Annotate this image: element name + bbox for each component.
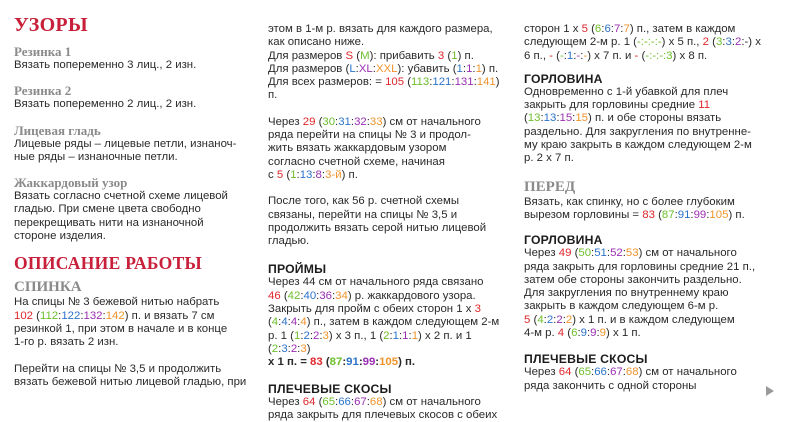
rib1-title: Резинка 1 (14, 44, 72, 59)
text-line: затем обе стороны закончить раздельно. (524, 273, 742, 286)
text-line: му краю закрыть в каждом следующем 2-м (524, 139, 752, 152)
text-line: Через 49 (50:51:52:53) см от начального (524, 247, 737, 260)
rib2-title: Резинка 2 (14, 83, 72, 99)
column-2 (268, 0, 508, 422)
column-3 (524, 0, 770, 393)
text-line: следующем 2-м р. 1 (-:-:-:-) х 5 п., 2 (3:3:2:-) х (524, 36, 761, 49)
text-line: связаны, перейти на спицы № 3,5 и (268, 208, 458, 221)
text-line: (13:13:15:15) п. и обе стороны вязать (524, 112, 722, 125)
stockinette-title: Лицевая гладь (14, 122, 101, 138)
text-line: р. 2 х 7 п. (524, 152, 574, 165)
text-line: продолжить вязать серой нитью лицевой (268, 221, 487, 234)
text-line: Одновременно с 1-й убавкой для плеч (524, 85, 729, 98)
size-value: 142 (105, 309, 125, 322)
text-line: ряда закрыть для горловины средние 21 п., (524, 260, 756, 273)
text-line: ряда закрыть для плечевых скосов с обеих (268, 408, 498, 421)
text-line: ряда перейти на спицы № 3 и продол- (268, 129, 471, 142)
sizes-l-line: Для размеров (L:XL:XXL): убавить (1:1:1) п. (268, 62, 499, 75)
size-value: 132 (83, 309, 103, 322)
next-page-icon[interactable] (766, 386, 774, 396)
back-line: вязать бежевой нитью лицевой гладью, при (14, 375, 247, 388)
text-line: (4:4:4:4) п., затем в каждом следующем 2-м (268, 316, 500, 329)
neckline-title: ГОРЛОВИНА (524, 71, 603, 86)
text-line: с 5 (1:13:8:3-й) п. (268, 168, 358, 181)
text-line: как описано ниже. (268, 36, 365, 49)
jacquard-title: Жаккардовый узор (14, 175, 128, 191)
back-title: СПИНКА (14, 279, 82, 296)
sizes-s-line: Для размеров S (M): прибавить 3 (1) п. (268, 49, 474, 62)
back-line: Перейти на спицы № 3,5 и продолжить (14, 362, 222, 375)
text-line: гладью. (268, 235, 310, 248)
text-line: Через 44 см от начального ряда связано (268, 276, 484, 289)
text-line: закрыть для горловины средние 11 (524, 99, 711, 112)
text-line: Вязать, как спинку, но с более глубоким (524, 195, 735, 208)
stockinette-line: Лицевые ряды – лицевые петли, изнаноч- (14, 137, 237, 150)
patterns-title: УЗОРЫ (14, 14, 88, 36)
text-line: сторон 1 х 5 (6:6:7:7) п., затем в каждом (524, 23, 736, 35)
text-line: жить вязать жаккардовым узором (268, 142, 447, 155)
neckline-title: ГОРЛОВИНА (524, 233, 603, 248)
sizes-all-line: Для всех размеров: = 105 (113:121:131:141) п. (268, 76, 500, 102)
rib2-text: Вязать попеременно 2 лиц., 2 изн. (14, 98, 197, 111)
text-line: После того, как 56 р. счетной схемы (268, 195, 460, 208)
back-line: 1-го р. вязать 2 изн. (14, 336, 119, 349)
text-line: 5 (4:2:2:2) х 1 п. и в каждом следующем (524, 313, 735, 326)
text-line: Через 64 (65:66:67:68) см от начального (524, 366, 737, 379)
armholes-title: ПРОЙМЫ (268, 262, 327, 277)
text-line: закрыть в каждом следующем 6-м р. (524, 300, 719, 313)
jacquard-line: гладью. При смене цвета свободно (14, 203, 201, 216)
text-line: согласно счетной схеме, начиная (268, 155, 445, 168)
text-line: х 1 п. = 83 (87:91:99:105) п. (268, 356, 416, 369)
text-line: Для закругления по внутреннему краю (524, 287, 729, 300)
text-line: 6 п., - (-:1:-:-) х 7 п. и - (-:-:-:3) х 8 п. (524, 49, 708, 62)
text-line: раздельно. Для закругления по внутренне- (524, 125, 751, 138)
shoulders-title: ПЛЕЧЕВЫЕ СКОСЫ (524, 352, 648, 367)
text-line: 46 (42:40:36:34) р. жаккардового узора. (268, 289, 476, 302)
back-line: 102 (112:122:132:142) п. и вязать 7 см (14, 309, 215, 322)
column-1 (14, 0, 250, 389)
text-line: Закрыть для пройм с обеих сторон 1 х 3 (268, 303, 481, 316)
back-line: резинкой 1, при этом в начале и в конце (14, 322, 228, 335)
text-line: этом в 1-м р. вязать для каждого размера, (268, 23, 493, 35)
size-value: 122 (61, 309, 81, 322)
jacquard-line: стороне изделия. (14, 230, 106, 243)
size-value: 102 (14, 309, 34, 322)
rib1-text: Вязать попеременно 3 лиц., 2 изн. (14, 59, 197, 71)
back-line: На спицы № 3 бежевой нитью набрать (14, 296, 220, 309)
jacquard-line: Вязать согласно счетной схеме лицевой (14, 190, 228, 203)
text-line: ряда закончить с одной стороны (524, 379, 697, 392)
text-line: Через 29 (30:31:32:33) см от начального (268, 115, 481, 128)
front-title: ПЕРЕД (524, 178, 576, 195)
text-line: Через 64 (65:66:67:68) см от начального (268, 395, 481, 408)
text-line: р. 1 (1:2:2:3) х 3 п., 1 (2:1:1:1) х 2 п. и 1 (2:3:2:3) (268, 329, 472, 355)
text-line: 4-м р. 4 (6:9:9:9) х 1 п. (524, 327, 641, 340)
work-description-title: ОПИСАНИЕ РАБОТЫ (14, 253, 203, 274)
stockinette-line: ные ряды – изнаночные петли. (14, 150, 178, 163)
jacquard-line: перекрещивать нити на изнаночной (14, 216, 204, 229)
text-line: вырезом горловины = 83 (87:91:99:105) п. (524, 208, 745, 221)
size-value: 112 (39, 309, 59, 322)
shoulders-title: ПЛЕЧЕВЫЕ СКОСЫ (268, 381, 392, 396)
